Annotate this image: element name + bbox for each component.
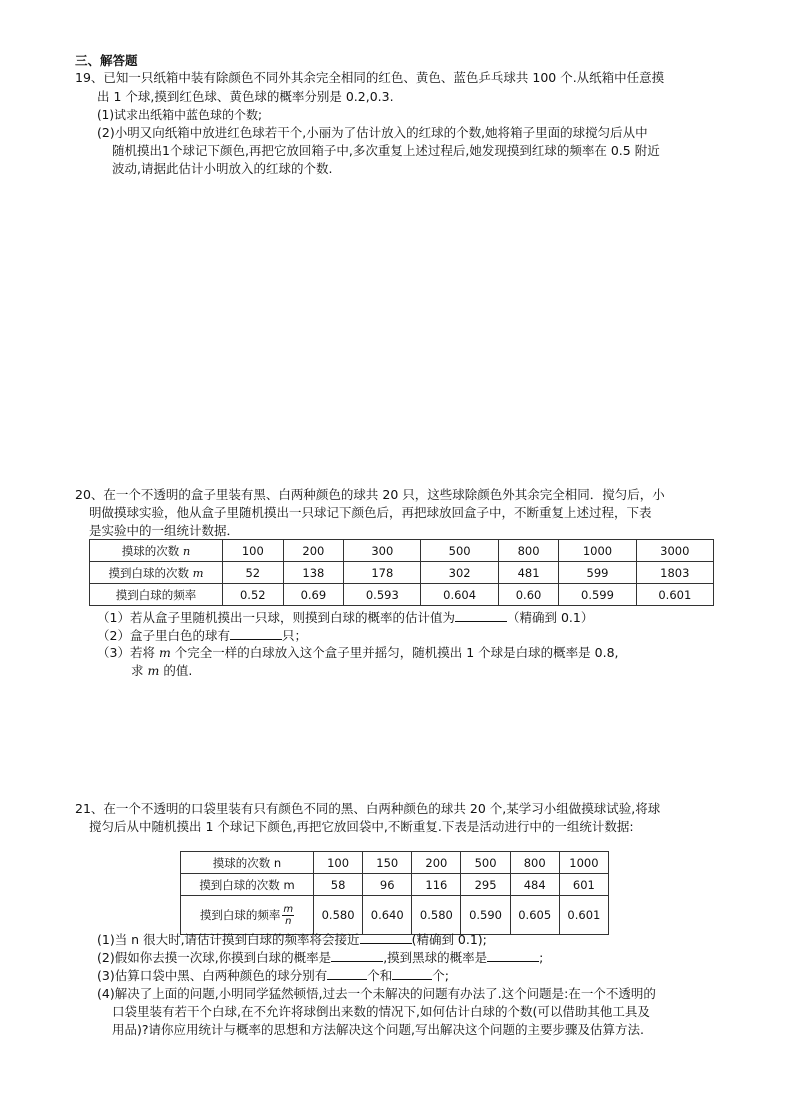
table-cell: 3000 xyxy=(636,540,713,562)
table-cell: 0.60 xyxy=(498,584,559,606)
table-row xyxy=(181,896,609,935)
table-cell: 1000 xyxy=(559,540,636,562)
q21-stem-line-1: 21、在一个不透明的口袋里装有只有颜色不同的黑、白两种颜色的球共 20 个,某学习小组做摸球试验,将球 xyxy=(75,801,661,816)
q19-sub-1: (1)试求出纸箱中蓝色球的个数; xyxy=(97,108,263,122)
table-cell: 0.604 xyxy=(421,584,498,606)
table-cell: 500 xyxy=(461,852,510,874)
q20-sub-2: （2）盒子里白色的球有 只； xyxy=(97,628,307,643)
q20-stem-line-2: 明做摸球实验，他从盒子里随机摸出一只球记下颜色后，再把球放回盒子中，不断重复上述过程，下表 xyxy=(89,505,652,520)
table-cell: 150 xyxy=(363,852,412,874)
table-cell: 295 xyxy=(461,874,510,896)
answer-blank[interactable] xyxy=(392,967,432,980)
table-cell: 178 xyxy=(344,562,421,584)
q19-stem-line-2: 出 1 个球,摸到红色球、黄色球的概率分别是 0.2,0.3. xyxy=(97,89,394,104)
table-cell: 500 xyxy=(421,540,498,562)
q21-sub-4-line-1: (4)解决了上面的问题,小明同学猛然顿悟,过去一个未解决的问题有办法了.这个问题是:在一个不透明的 xyxy=(97,986,656,1001)
table-cell: 302 xyxy=(421,562,498,584)
table-row xyxy=(90,584,714,606)
table-cell: 52 xyxy=(223,562,284,584)
table-cell: 0.640 xyxy=(363,896,412,935)
table-cell: 0.601 xyxy=(559,896,608,935)
table-row xyxy=(90,562,714,584)
table-cell: 0.593 xyxy=(344,584,421,606)
table-cell: 0.605 xyxy=(510,896,559,935)
q19-sub-2-line-3: 波动,请据此估计小明放入的红球的个数. xyxy=(112,161,333,176)
table-cell: 484 xyxy=(510,874,559,896)
table-cell: 481 xyxy=(498,562,559,584)
table-cell: 1803 xyxy=(636,562,713,584)
q20-data-table xyxy=(89,539,714,606)
table-cell: 138 xyxy=(283,562,344,584)
q20-stem-line-1: 20、在一个不透明的盒子里装有黑、白两种颜色的球共 20 只，这些球除颜色外其余完全相同．搅匀后，小 xyxy=(75,487,665,502)
table-row xyxy=(181,852,609,874)
table-cell: 0.580 xyxy=(314,896,363,935)
q19-stem-line-1: 19、已知一只纸箱中装有除颜色不同外其余完全相同的红色、黄色、蓝色乒乓球共 100 个.从纸箱中任意摸 xyxy=(75,70,665,85)
table-row xyxy=(90,540,714,562)
row-label: 摸到白球的次数 m xyxy=(90,562,223,584)
q21-stem-line-2: 搅匀后从中随机摸出 1 个球记下颜色,再把它放回袋中,不断重复.下表是活动进行中的一组统计数据: xyxy=(89,819,634,834)
table-cell: 0.580 xyxy=(412,896,461,935)
table-cell: 800 xyxy=(498,540,559,562)
row-label: 摸球的次数 n xyxy=(181,852,314,874)
q21-sub-4-line-2: 口袋里装有若干个白球,在不允许将球倒出来数的情况下,如何估计白球的个数(可以借助其他工具及 xyxy=(112,1004,650,1019)
table-cell: 100 xyxy=(223,540,284,562)
q21-sub-2: (2)假如你去摸一次球,你摸到白球的概率是 ,摸到黑球的概率是 ; xyxy=(97,950,544,965)
row-label: 摸到白球的频率 $\frac{m}{n}$ xyxy=(181,896,314,935)
table-cell: 800 xyxy=(510,852,559,874)
answer-blank[interactable] xyxy=(360,931,412,944)
table-cell: 0.69 xyxy=(283,584,344,606)
q20-stem-line-3: 是实验中的一组统计数据． xyxy=(89,523,240,538)
fraction-m-over-n: $\frac{m}{n}$ xyxy=(283,903,294,927)
answer-blank[interactable] xyxy=(455,609,507,622)
row-label: 摸到白球的次数 m xyxy=(181,874,314,896)
table-cell: 0.601 xyxy=(636,584,713,606)
table-cell: 116 xyxy=(412,874,461,896)
table-cell: 0.590 xyxy=(461,896,510,935)
table-cell: 599 xyxy=(559,562,636,584)
q21-sub-1: (1)当 n 很大时,请估计摸到白球的频率将会接近 (精确到 0.1); xyxy=(97,932,487,947)
q19-sub-2-line-1: (2)小明又向纸箱中放进红色球若干个,小丽为了估计放入的红球的个数,她将箱子里面的球搅匀后从中 xyxy=(97,125,648,140)
q19-sub-2-line-2: 随机摸出1个球记下颜色,再把它放回箱子中,多次重复上述过程后,她发现摸到红球的频率在 0.5 附近 xyxy=(112,143,660,158)
table-cell: 601 xyxy=(559,874,608,896)
q21-sub-3: (3)估算口袋中黑、白两种颜色的球分别有 个和 个; xyxy=(97,968,449,983)
table-cell: 0.599 xyxy=(559,584,636,606)
table-cell: 96 xyxy=(363,874,412,896)
row-label: 摸球的次数 n xyxy=(90,540,223,562)
table-cell: 100 xyxy=(314,852,363,874)
q20-sub-3-cont: 求 m 的值. xyxy=(131,663,193,678)
table-cell: 1000 xyxy=(559,852,608,874)
table-cell: 200 xyxy=(412,852,461,874)
q20-sub-1: （1）若从盒子里随机摸出一只球，则摸到白球的概率的估计值为 （精确到 0.1） xyxy=(97,610,594,625)
table-cell: 58 xyxy=(314,874,363,896)
row-label: 摸到白球的频率 xyxy=(90,584,223,606)
table-cell: 200 xyxy=(283,540,344,562)
section-heading: 三、解答题 xyxy=(75,53,138,68)
table-cell: 300 xyxy=(344,540,421,562)
answer-blank[interactable] xyxy=(487,949,539,962)
answer-blank[interactable] xyxy=(331,949,383,962)
q21-data-table xyxy=(180,851,609,935)
q21-sub-4-line-3: 用品)?请你应用统计与概率的思想和方法解决这个问题,写出解决这个问题的主要步骤及估算方法. xyxy=(112,1022,644,1037)
table-cell: 0.52 xyxy=(223,584,284,606)
answer-blank[interactable] xyxy=(230,627,282,640)
table-row xyxy=(181,874,609,896)
answer-blank[interactable] xyxy=(327,967,367,980)
q20-sub-3: （3）若将 m 个完全一样的白球放入这个盒子里并摇匀，随机摸出 1 个球是白球的概率是 0.8, xyxy=(97,645,619,660)
